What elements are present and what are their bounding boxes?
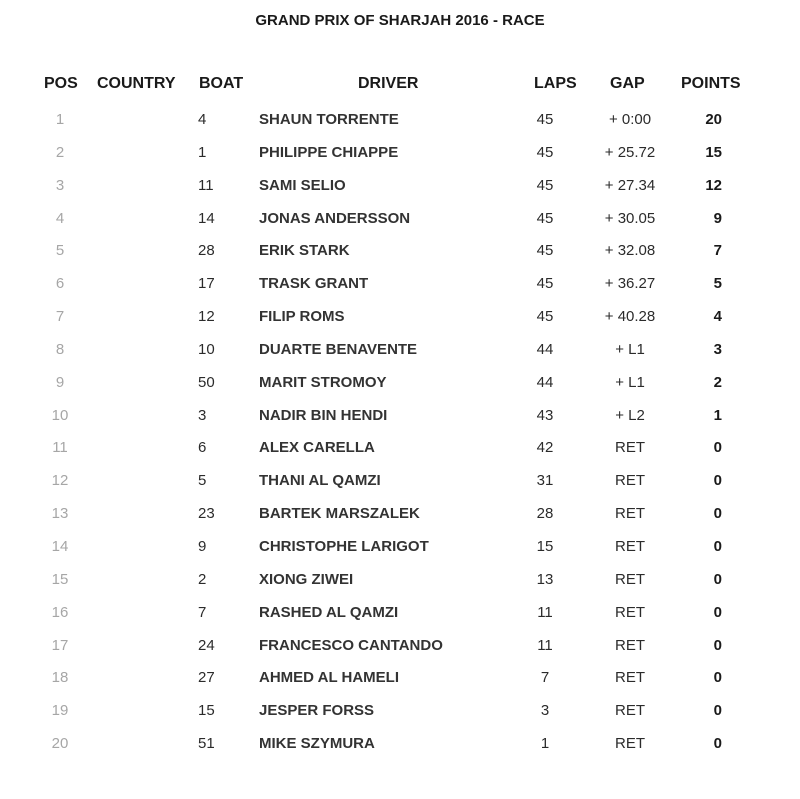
- cell-laps: 45: [536, 209, 554, 227]
- column-header-country: COUNTRY: [97, 75, 176, 92]
- table-row: [0, 568, 800, 601]
- column-header-boat: BOAT: [199, 75, 244, 92]
- table-row: [0, 601, 800, 634]
- cell-points: 15: [705, 143, 722, 161]
- table-row: [0, 666, 800, 699]
- table-row: [0, 699, 800, 732]
- cell-boat: 17: [198, 275, 215, 293]
- cell-points: 5: [713, 275, 722, 293]
- cell-laps: 42: [536, 439, 554, 457]
- cell-boat: 4: [198, 111, 207, 128]
- cell-pos: 18: [51, 669, 69, 687]
- cell-gap: RET: [615, 669, 645, 687]
- cell-laps: 45: [536, 242, 554, 260]
- cell-driver: ERIK STARK: [259, 242, 350, 260]
- cell-gap: RET: [615, 505, 645, 523]
- cell-driver: PHILIPPE CHIAPPE: [259, 143, 399, 161]
- cell-laps: 45: [536, 308, 554, 326]
- cell-gap: RET: [615, 439, 645, 457]
- column-header-laps: LAPS: [534, 75, 577, 92]
- cell-gap: + 30.05: [604, 209, 656, 227]
- cell-boat: 3: [198, 406, 207, 424]
- cell-gap: + 40.28: [604, 308, 656, 326]
- cell-laps: 28: [536, 505, 554, 523]
- cell-driver: NADIR BIN HENDI: [259, 406, 388, 424]
- cell-pos: 2: [55, 143, 65, 161]
- cell-boat: 28: [198, 242, 215, 260]
- table-row: [0, 338, 800, 371]
- cell-points: 0: [713, 439, 722, 457]
- cell-gap: + 0:00: [608, 111, 652, 128]
- cell-laps: 11: [537, 636, 553, 654]
- cell-gap: + L1: [615, 340, 645, 358]
- cell-driver: MARIT STROMOY: [259, 373, 387, 391]
- cell-points: 0: [713, 702, 722, 720]
- cell-laps: 11: [537, 603, 553, 621]
- cell-pos: 7: [55, 308, 65, 326]
- cell-laps: 45: [536, 275, 554, 293]
- cell-points: 0: [713, 505, 722, 523]
- cell-laps: 13: [536, 570, 554, 588]
- cell-pos: 6: [55, 275, 65, 293]
- table-row: [0, 239, 800, 272]
- cell-gap: + 27.34: [604, 176, 656, 194]
- cell-points: 2: [713, 373, 722, 391]
- table-row: [0, 469, 800, 502]
- cell-points: 0: [713, 570, 722, 588]
- table-header: [0, 75, 800, 95]
- cell-gap: + 32.08: [604, 242, 656, 260]
- cell-laps: 44: [536, 373, 554, 391]
- cell-points: 9: [713, 209, 722, 227]
- cell-driver: MIKE SZYMURA: [259, 735, 375, 753]
- cell-points: 0: [713, 537, 722, 555]
- column-header-pos: POS: [44, 75, 78, 92]
- cell-boat: 24: [198, 636, 215, 654]
- table-row: [0, 141, 800, 174]
- cell-points: 0: [713, 472, 722, 490]
- cell-gap: RET: [615, 702, 645, 720]
- cell-points: 0: [713, 735, 722, 753]
- cell-laps: 45: [536, 176, 554, 194]
- cell-laps: 45: [536, 143, 554, 161]
- cell-pos: 10: [51, 406, 69, 424]
- cell-gap: RET: [615, 636, 645, 654]
- cell-pos: 20: [51, 735, 69, 753]
- cell-driver: BARTEK MARSZALEK: [259, 505, 420, 523]
- cell-driver: SAMI SELIO: [259, 176, 346, 194]
- cell-boat: 12: [198, 308, 215, 326]
- results-table: [0, 108, 800, 765]
- cell-driver: FILIP ROMS: [259, 308, 345, 326]
- cell-driver: ALEX CARELLA: [259, 439, 375, 457]
- cell-points: 7: [713, 242, 722, 260]
- table-row: [0, 174, 800, 207]
- cell-boat: 27: [198, 669, 215, 687]
- cell-boat: 11: [198, 176, 214, 194]
- cell-pos: 13: [51, 505, 69, 523]
- cell-pos: 3: [55, 176, 65, 194]
- cell-boat: 1: [198, 143, 207, 161]
- cell-gap: RET: [615, 570, 645, 588]
- cell-driver: JESPER FORSS: [259, 702, 375, 720]
- cell-laps: 44: [536, 340, 554, 358]
- table-row: [0, 634, 800, 667]
- cell-boat: 9: [198, 537, 207, 555]
- cell-boat: 6: [198, 439, 207, 457]
- cell-pos: 5: [55, 242, 65, 260]
- cell-points: 0: [713, 603, 722, 621]
- table-row: [0, 207, 800, 240]
- table-row: [0, 404, 800, 437]
- table-row: [0, 732, 800, 765]
- cell-boat: 23: [198, 505, 215, 523]
- cell-driver: TRASK GRANT: [259, 275, 369, 293]
- cell-pos: 8: [55, 340, 65, 358]
- cell-pos: 16: [51, 603, 69, 621]
- cell-boat: 5: [198, 472, 207, 490]
- cell-laps: 31: [536, 472, 554, 490]
- cell-gap: + 25.72: [604, 143, 656, 161]
- cell-boat: 7: [198, 603, 207, 621]
- cell-pos: 17: [51, 636, 69, 654]
- table-row: [0, 502, 800, 535]
- cell-pos: 1: [55, 111, 65, 128]
- table-row: [0, 305, 800, 338]
- cell-laps: 3: [540, 702, 550, 720]
- table-row: [0, 272, 800, 305]
- cell-driver: XIONG ZIWEI: [259, 570, 354, 588]
- cell-points: 0: [713, 636, 722, 654]
- cell-pos: 9: [55, 373, 65, 391]
- cell-boat: 51: [198, 735, 215, 753]
- cell-boat: 50: [198, 373, 215, 391]
- column-header-driver: DRIVER: [358, 75, 419, 92]
- cell-driver: RASHED AL QAMZI: [259, 603, 399, 621]
- cell-laps: 1: [540, 735, 550, 753]
- cell-pos: 12: [51, 472, 69, 490]
- cell-points: 3: [713, 340, 722, 358]
- cell-points: 1: [713, 406, 722, 424]
- page-title: GRAND PRIX OF SHARJAH 2016 - RACE: [255, 12, 545, 29]
- cell-pos: 4: [55, 209, 65, 227]
- cell-driver: CHRISTOPHE LARIGOT: [259, 537, 429, 555]
- cell-points: 12: [705, 176, 722, 194]
- cell-pos: 15: [51, 570, 69, 588]
- cell-boat: 2: [198, 570, 207, 588]
- table-row: [0, 108, 800, 141]
- cell-laps: 43: [536, 406, 554, 424]
- cell-laps: 7: [540, 669, 550, 687]
- cell-points: 0: [713, 669, 722, 687]
- cell-gap: RET: [615, 603, 645, 621]
- column-header-gap: GAP: [610, 75, 645, 92]
- cell-laps: 45: [536, 111, 554, 128]
- cell-gap: RET: [615, 735, 645, 753]
- cell-driver: DUARTE BENAVENTE: [259, 340, 418, 358]
- table-row: [0, 535, 800, 568]
- cell-points: 20: [705, 111, 722, 128]
- cell-driver: SHAUN TORRENTE: [259, 111, 399, 128]
- cell-driver: THANI AL QAMZI: [259, 472, 381, 490]
- cell-driver: JONAS ANDERSSON: [259, 209, 411, 227]
- cell-driver: FRANCESCO CANTANDO: [259, 636, 443, 654]
- table-row: [0, 436, 800, 469]
- cell-gap: + L2: [615, 406, 645, 424]
- cell-pos: 14: [51, 537, 69, 555]
- table-row: [0, 371, 800, 404]
- cell-boat: 14: [198, 209, 215, 227]
- cell-gap: + L1: [615, 373, 645, 391]
- cell-pos: 11: [52, 439, 68, 457]
- column-header-points: POINTS: [681, 75, 741, 92]
- cell-driver: AHMED AL HAMELI: [259, 669, 399, 687]
- cell-laps: 15: [536, 537, 554, 555]
- cell-gap: RET: [615, 472, 645, 490]
- cell-gap: + 36.27: [604, 275, 656, 293]
- cell-points: 4: [713, 308, 722, 326]
- cell-boat: 10: [198, 340, 215, 358]
- cell-boat: 15: [198, 702, 215, 720]
- cell-gap: RET: [615, 537, 645, 555]
- cell-pos: 19: [51, 702, 69, 720]
